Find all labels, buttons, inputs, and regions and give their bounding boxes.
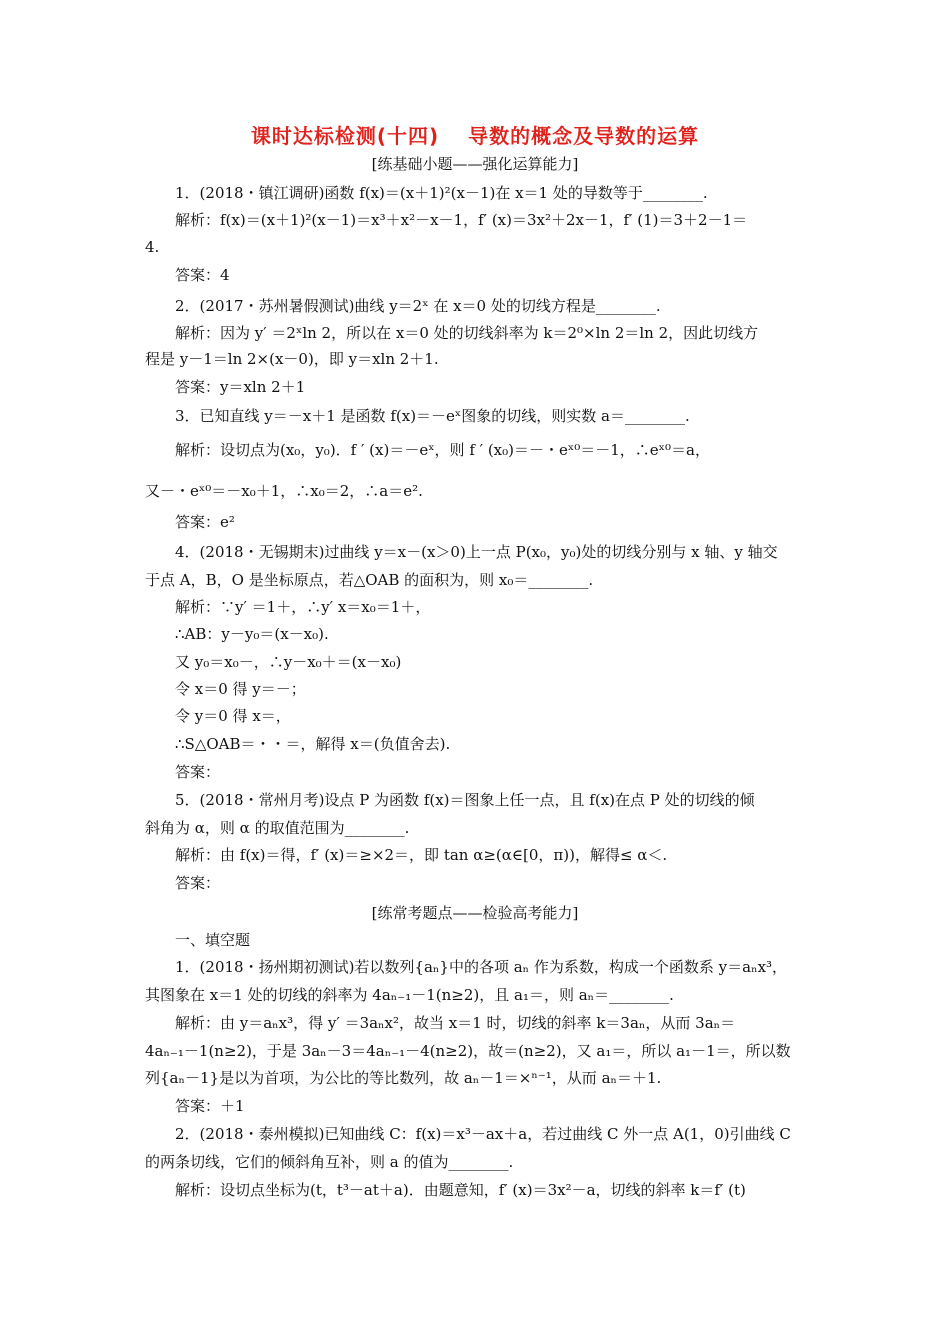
- text-line: 答案：＋1: [175, 1097, 245, 1115]
- text-line: 解析：f(x)＝(x＋1)²(x－1)＝x³＋x²－x－1，f′ (x)＝3x²＋2x－1，f′ (1)＝3＋2－1＝: [175, 211, 748, 229]
- text-line: 4.: [145, 238, 160, 256]
- text-line: 又 y₀＝x₀－，∴y－x₀＋＝(x－x₀): [175, 653, 402, 671]
- text-line: 令 y＝0 得 x＝，: [175, 707, 291, 725]
- text-line: 解析：因为 y′ ＝2ˣln 2，所以在 x＝0 处的切线斜率为 k＝2⁰×ln 2＝ln 2，因此切线方: [175, 324, 759, 342]
- text-line: 1．(2018・扬州期初测试)若以数列{aₙ}中的各项 aₙ 作为系数，构成一个函数系 y＝aₙx³，: [175, 958, 788, 976]
- text-line: 2．(2018・泰州模拟)已知曲线 C：f(x)＝x³－ax＋a，若过曲线 C 外一点 A(1，0)引曲线 C: [175, 1125, 791, 1143]
- text-line: 3．已知直线 y＝－x＋1 是函数 f(x)＝－eˣ图象的切线，则实数 a＝________.: [175, 407, 690, 425]
- text-line: 一、填空题: [175, 931, 251, 949]
- text-line: ∴S△OAB＝・・＝，解得 x＝(负值舍去).: [175, 735, 451, 753]
- section-heading-exam: [练常考题点——检验高考能力]: [371, 904, 579, 922]
- text-line: 2．(2017・苏州暑假测试)曲线 y＝2ˣ 在 x＝0 处的切线方程是________.: [175, 297, 661, 315]
- text-line: 解析：由 y＝aₙx³，得 y′ ＝3aₙx²，故当 x＝1 时，切线的斜率 k＝3aₙ，从而 3aₙ＝: [175, 1014, 736, 1032]
- text-line: 又－・eˣ⁰＝－x₀＋1，∴x₀＝2，∴a＝e².: [145, 482, 423, 500]
- text-line: 程是 y－1＝ln 2×(x－0)，即 y＝xln 2＋1.: [145, 350, 439, 368]
- text-line: 解析：设切点坐标为(t，t³－at＋a)．由题意知，f′ (x)＝3x²－a，切线的斜率 k＝f′ (t): [175, 1181, 746, 1199]
- text-line: 斜角为 α，则 α 的取值范围为________.: [145, 819, 410, 837]
- text-line: 答案：y＝xln 2＋1: [175, 378, 306, 396]
- text-line: 5．(2018・常州月考)设点 P 为函数 f(x)＝图象上任一点，且 f(x)在点 P 处的切线的倾: [175, 791, 755, 809]
- text-line: 的两条切线，它们的倾斜角互补，则 a 的值为________.: [145, 1153, 514, 1171]
- text-line: 答案：: [175, 874, 221, 892]
- text-line: 答案：: [175, 763, 221, 781]
- text-line: 于点 A，B，O 是坐标原点，若△OAB 的面积为，则 x₀＝________.: [145, 571, 594, 589]
- text-line: 列{aₙ－1}是以为首项，为公比的等比数列，故 aₙ－1＝×ⁿ⁻¹，从而 aₙ＝＋1.: [145, 1069, 662, 1087]
- text-line: 答案：4: [175, 266, 230, 284]
- text-line: 解析：设切点为(x₀，y₀)．f ′ (x)＝－eˣ，则 f ′ (x₀)＝－・eˣ⁰＝－1，∴eˣ⁰＝a，: [175, 441, 710, 459]
- text-line: 其图象在 x＝1 处的切线的斜率为 4aₙ₋₁－1(n≥2)，且 a₁＝，则 aₙ＝________.: [145, 986, 674, 1004]
- text-line: 答案：e²: [175, 513, 235, 531]
- text-line: 4aₙ₋₁－1(n≥2)，于是 3aₙ－3＝4aₙ₋₁－4(n≥2)，故＝(n≥2)，又 a₁＝，所以 a₁－1＝，所以数: [145, 1042, 791, 1060]
- page-title: 课时达标检测(十四) 导数的概念及导数的运算: [250, 124, 700, 148]
- text-line: 令 x＝0 得 y＝－；: [175, 680, 306, 698]
- section-heading-basic: [练基础小题——强化运算能力]: [371, 155, 579, 173]
- text-line: ∴AB：y－y₀＝(x－x₀).: [175, 625, 329, 643]
- text-line: 解析：由 f(x)＝得，f′ (x)＝≥×2＝，即 tan α≥(α∈[0，π))，解得≤ α＜.: [175, 846, 668, 864]
- text-line: 1．(2018・镇江调研)函数 f(x)＝(x＋1)²(x－1)在 x＝1 处的导数等于________.: [175, 184, 708, 202]
- text-line: 4．(2018・无锡期末)过曲线 y＝x－(x＞0)上一点 P(x₀，y₀)处的切线分别与 x 轴、y 轴交: [175, 543, 778, 561]
- text-line: 解析：∵y′ ＝1＋，∴y′ x＝x₀＝1＋，: [175, 598, 431, 616]
